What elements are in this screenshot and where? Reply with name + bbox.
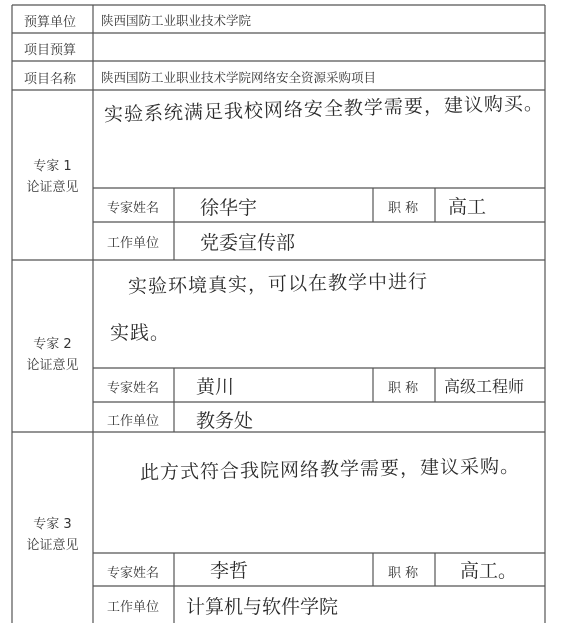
project-name-label: 项目名称 xyxy=(24,72,77,87)
expert-3-name-value: 李哲 xyxy=(210,560,249,582)
expert-2-unit-label: 工作单位 xyxy=(107,414,160,429)
expert-2-title-value: 高级工程师 xyxy=(444,377,525,396)
expert-1-title-label: 职 称 xyxy=(388,201,419,216)
budget-unit-label: 预算单位 xyxy=(24,15,77,30)
expert-3-title-label: 职 称 xyxy=(388,566,419,581)
expert-3-unit-value: 计算机与软件学院 xyxy=(186,596,339,618)
expert-3-section-sublabel: 论证意见 xyxy=(26,538,79,553)
expert-1-unit-label: 工作单位 xyxy=(107,236,160,251)
expert-2-name-label: 专家姓名 xyxy=(107,381,160,396)
expert-2-name-value: 黄川 xyxy=(196,376,235,398)
project-budget-label: 项目预算 xyxy=(24,43,77,58)
expert-1-name-label: 专家姓名 xyxy=(107,201,160,216)
expert-1-opinion-line1: 实验系统满足我校网络安全教学需要，建议购买。 xyxy=(103,92,545,126)
budget-unit-value: 陕西国防工业职业技术学院 xyxy=(101,13,252,28)
expert-1-section-label: 专家 1 xyxy=(33,159,72,174)
project-name-value: 陕西国防工业职业技术学院网络安全资源采购项目 xyxy=(101,70,377,85)
expert-3-opinion-line1: 此方式符合我院网络教学需要，建议采购。 xyxy=(139,455,521,484)
expert-3-name-label: 专家姓名 xyxy=(107,566,160,581)
expert-1-title-value: 高工 xyxy=(448,196,487,218)
expert-3-title-value: 高工。 xyxy=(460,560,518,582)
expert-2-title-label: 职 称 xyxy=(388,381,419,396)
expert-2-unit-value: 教务处 xyxy=(196,410,254,432)
expert-2-opinion-line2: 实践。 xyxy=(110,322,171,344)
expert-2-section-sublabel: 论证意见 xyxy=(26,358,79,373)
expert-1-unit-value: 党委宣传部 xyxy=(200,232,296,254)
expert-2-opinion-line1: 实验环境真实，可以在教学中进行 xyxy=(127,270,429,298)
expert-3-unit-label: 工作单位 xyxy=(107,600,160,615)
expert-3-section-label: 专家 3 xyxy=(33,517,72,532)
expert-1-name-value: 徐华宇 xyxy=(200,197,258,219)
expert-2-section-label: 专家 2 xyxy=(33,337,72,352)
expert-1-section-sublabel: 论证意见 xyxy=(26,180,79,195)
